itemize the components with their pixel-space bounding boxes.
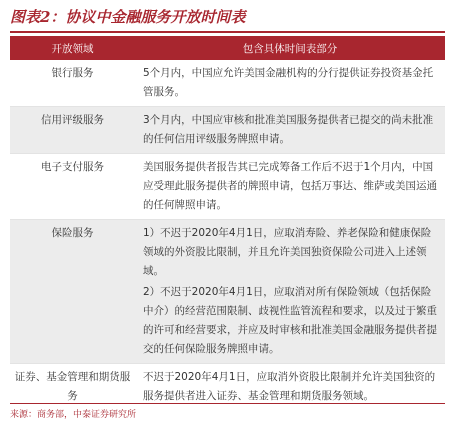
table-row	[10, 220, 445, 364]
content-cell	[135, 154, 445, 220]
table-header-row	[10, 36, 445, 60]
bottom-divider	[10, 403, 445, 404]
content-cell	[135, 60, 445, 107]
domain-cell: 保险服务	[10, 220, 135, 364]
schedule-table	[10, 36, 445, 410]
content-paragraph: 2）不迟于2020年4月1日，应取消对所有保险领域（包括保险中介）的经营范围限制、歧视性监管流程和要求，以及过于繁重的许可和经营要求，并应及时审核和批准美国金融服务提供者提交的任何保险服务牌照申请。	[143, 286, 437, 355]
content-paragraph: 5个月内，中国应允许美国金融机构的分行提供证券投资基金托管服务。	[143, 67, 434, 98]
content-paragraph: 美国服务提供者报告其已完成筹备工作后不迟于1个月内，中国应受理此服务提供者的牌照申请，包括万事达、维萨或美国运通的任何牌照申请。	[143, 161, 437, 211]
title-divider	[10, 31, 445, 33]
header-schedule: 包含具体时间表部分	[135, 36, 445, 60]
header-domain: 开放领域	[10, 36, 135, 60]
source-note: 来源：商务部，中泰证券研究所	[10, 410, 137, 420]
content-paragraph: 3个月内，中国应审核和批准美国服务提供者已提交的尚未批准的任何信用评级服务牌照申请。	[143, 114, 434, 145]
domain-cell: 证券、基金管理和期货服务	[14, 371, 131, 402]
domain-cell: 电子支付服务	[10, 154, 135, 220]
domain-cell: 银行服务	[10, 60, 135, 107]
content-paragraph: 1）不迟于2020年4月1日，应取消寿险、养老保险和健康保险领域的外资股比限制，并且允许美国独资保险公司进入上述领域。	[143, 227, 432, 277]
content-cell	[135, 107, 445, 154]
content-cell	[135, 220, 445, 364]
content-paragraph: 不迟于2020年4月1日，应取消外资股比限制并允许美国独资的服务提供者进入证券、基金管理和期货服务领域。	[143, 371, 436, 402]
domain-cell: 信用评级服务	[10, 107, 135, 154]
table-row	[10, 107, 445, 154]
table-row	[10, 60, 445, 107]
table-row	[10, 154, 445, 220]
figure-title: 图表2：协议中金融服务开放时间表	[10, 8, 246, 26]
